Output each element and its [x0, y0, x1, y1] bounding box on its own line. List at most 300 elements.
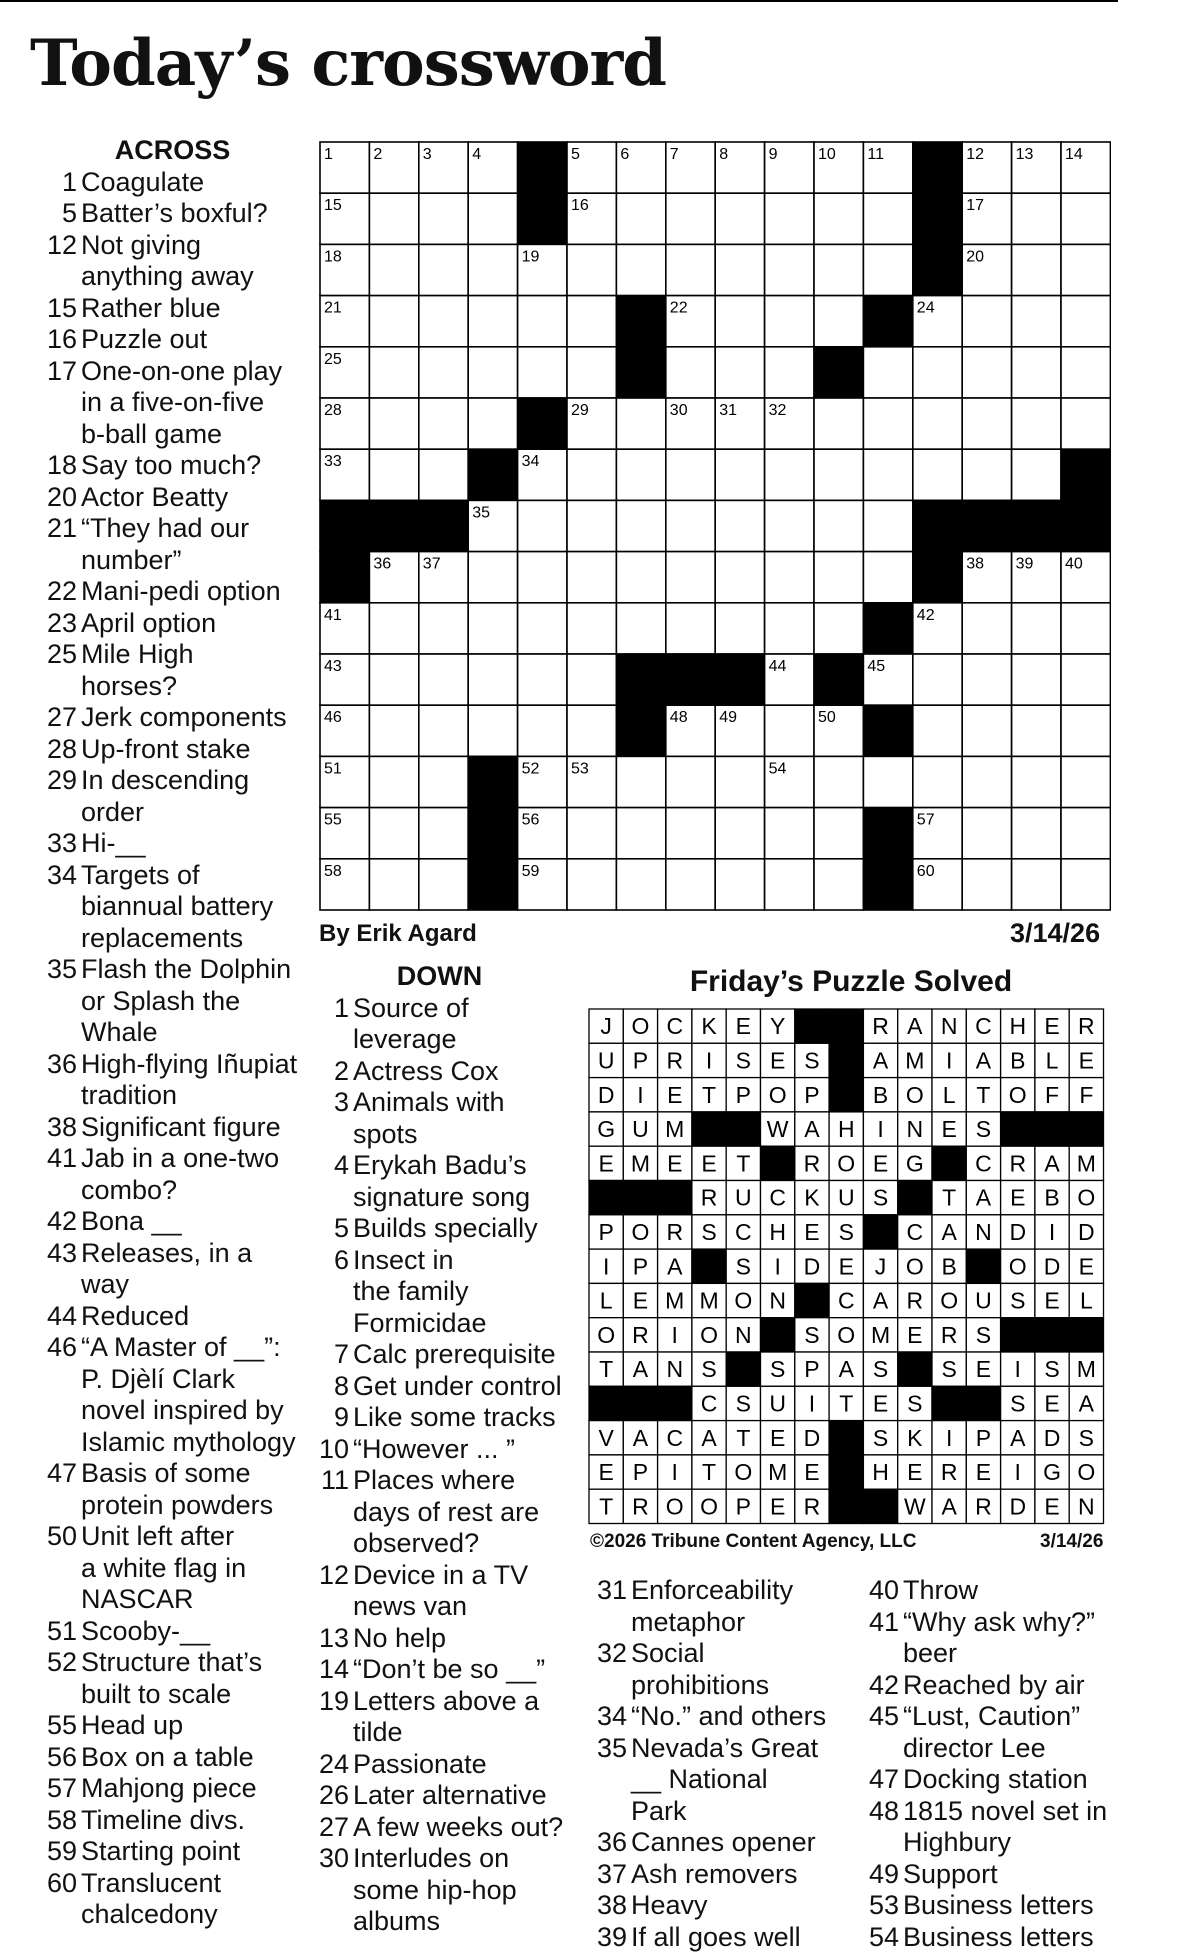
block-cell	[962, 500, 1011, 551]
grid-cell[interactable]	[369, 398, 418, 449]
grid-cell[interactable]	[468, 603, 517, 654]
grid-cell[interactable]	[616, 603, 665, 654]
cell-number: 36	[373, 556, 391, 573]
grid-cell[interactable]	[369, 705, 418, 756]
grid-cell[interactable]	[369, 603, 418, 654]
grid-cell[interactable]	[1061, 193, 1110, 244]
grid-cell[interactable]	[567, 654, 616, 705]
grid-cell[interactable]	[962, 808, 1011, 859]
block-cell	[518, 398, 567, 449]
cell-number: 5	[571, 146, 580, 163]
grid-cell[interactable]	[369, 808, 418, 859]
solution-letter: I	[877, 1116, 883, 1142]
grid-cell[interactable]	[1012, 449, 1061, 500]
grid-cell[interactable]	[369, 859, 418, 910]
solution-letter: D	[598, 1082, 615, 1108]
grid-cell[interactable]	[814, 756, 863, 807]
grid-cell[interactable]	[468, 244, 517, 295]
clue-line: Builds specially	[353, 1213, 574, 1245]
clue-number: 38	[40, 1112, 81, 1144]
block-cell	[913, 244, 962, 295]
grid-cell[interactable]	[962, 859, 1011, 910]
grid-cell[interactable]	[616, 193, 665, 244]
clue-line: Enforceability	[631, 1575, 860, 1607]
cell-number: 58	[324, 863, 342, 880]
clue-number: 34	[590, 1701, 631, 1733]
grid-cell[interactable]	[567, 449, 616, 500]
solution-letter: S	[907, 1390, 922, 1416]
block-cell	[913, 193, 962, 244]
grid-cell[interactable]	[369, 654, 418, 705]
grid-cell[interactable]	[863, 552, 912, 603]
clue-line: Starting point	[81, 1836, 305, 1868]
grid-cell[interactable]	[814, 500, 863, 551]
grid-cell[interactable]	[616, 552, 665, 603]
grid-cell[interactable]	[1061, 654, 1110, 705]
grid-cell[interactable]	[567, 808, 616, 859]
solution-letter: M	[1077, 1356, 1096, 1382]
clue-item	[40, 1836, 305, 1868]
clue-line: Jerk components	[81, 702, 305, 734]
grid-cell[interactable]	[567, 705, 616, 756]
clue-line: Rather blue	[81, 293, 305, 325]
grid-cell[interactable]	[814, 296, 863, 347]
solution-letter: D	[1044, 1253, 1061, 1279]
clue-number: 23	[40, 608, 81, 640]
solution-letter: I	[1049, 1219, 1055, 1245]
cell-number: 28	[324, 402, 342, 419]
grid-cell[interactable]	[863, 398, 912, 449]
grid-cell[interactable]	[666, 193, 715, 244]
grid-cell[interactable]	[567, 296, 616, 347]
cell-number: 15	[324, 197, 342, 214]
clue-item	[40, 324, 305, 356]
clue-text	[81, 1616, 305, 1648]
grid-cell[interactable]	[962, 705, 1011, 756]
grid-cell[interactable]	[567, 500, 616, 551]
grid-cell[interactable]	[518, 296, 567, 347]
solution-letter: M	[631, 1150, 650, 1176]
grid-cell[interactable]	[962, 398, 1011, 449]
grid-cell[interactable]	[962, 756, 1011, 807]
puzzle-grid-svg[interactable]	[319, 141, 1111, 911]
grid-cell[interactable]	[1012, 808, 1061, 859]
solution-letter: A	[941, 1219, 957, 1245]
solution-letter: D	[1009, 1493, 1026, 1519]
grid-cell[interactable]	[616, 398, 665, 449]
grid-cell[interactable]	[962, 603, 1011, 654]
clue-text	[81, 513, 305, 576]
grid-cell[interactable]	[863, 500, 912, 551]
grid-cell[interactable]	[666, 552, 715, 603]
solution-letter: E	[1044, 1493, 1059, 1519]
clue-item	[862, 1890, 1112, 1922]
solution-letter: I	[774, 1253, 780, 1279]
grid-cell[interactable]	[419, 603, 468, 654]
grid-cell[interactable]	[419, 859, 468, 910]
grid-cell[interactable]	[666, 244, 715, 295]
clue-line: leverage	[353, 1024, 574, 1056]
grid-cell[interactable]	[1012, 193, 1061, 244]
grid-cell[interactable]	[1012, 756, 1061, 807]
grid-cell[interactable]	[863, 347, 912, 398]
clue-text	[81, 450, 305, 482]
solution-block-cell	[898, 1352, 932, 1386]
clue-text	[81, 1521, 305, 1616]
solution-letter: R	[632, 1493, 649, 1519]
clue-item	[40, 954, 305, 1049]
clue-text	[81, 608, 305, 640]
grid-cell[interactable]	[1012, 859, 1061, 910]
down-heading: DOWN	[312, 961, 567, 993]
clue-line: Social	[631, 1638, 860, 1670]
cell-number: 12	[966, 146, 984, 163]
grid-cell[interactable]	[814, 859, 863, 910]
grid-cell[interactable]	[1012, 654, 1061, 705]
solution-letter: D	[1044, 1425, 1061, 1451]
grid-cell[interactable]	[913, 398, 962, 449]
cell-number: 59	[522, 863, 540, 880]
block-cell	[616, 296, 665, 347]
grid-cell[interactable]	[567, 603, 616, 654]
clue-line: Box on a table	[81, 1742, 305, 1774]
grid-cell[interactable]	[765, 705, 814, 756]
clue-line: metaphor	[631, 1607, 860, 1639]
grid-cell[interactable]	[715, 193, 764, 244]
clue-number: 8	[312, 1371, 353, 1403]
grid-cell[interactable]	[518, 705, 567, 756]
solution-letter: L	[1080, 1288, 1093, 1314]
grid-cell[interactable]	[518, 654, 567, 705]
grid-cell[interactable]	[419, 193, 468, 244]
clue-text	[631, 1701, 860, 1733]
clue-text	[353, 1339, 574, 1371]
grid-cell[interactable]	[1061, 808, 1110, 859]
solution-letter: S	[736, 1390, 751, 1416]
grid-cell[interactable]	[518, 500, 567, 551]
clue-item	[40, 1710, 305, 1742]
solution-letter: T	[736, 1425, 750, 1451]
solution-letter: E	[598, 1150, 613, 1176]
clue-item	[590, 1575, 860, 1638]
clue-text	[81, 1458, 305, 1521]
clue-item	[40, 1458, 305, 1521]
grid-cell[interactable]	[468, 193, 517, 244]
cell-number: 7	[670, 146, 679, 163]
clue-text	[353, 1686, 574, 1749]
grid-cell[interactable]	[666, 859, 715, 910]
grid-cell[interactable]	[765, 859, 814, 910]
grid-cell[interactable]	[1061, 756, 1110, 807]
clue-line: One-on-one play	[81, 356, 305, 388]
clue-item	[40, 1049, 305, 1112]
grid-cell[interactable]	[567, 859, 616, 910]
clue-number: 52	[40, 1647, 81, 1710]
solution-letter: E	[770, 1425, 785, 1451]
clue-line: Flash the Dolphin	[81, 954, 305, 986]
block-cell	[1012, 500, 1061, 551]
clue-text	[903, 1575, 1112, 1607]
grid-cell[interactable]	[1061, 347, 1110, 398]
clue-text	[353, 1402, 574, 1434]
grid-cell[interactable]	[814, 244, 863, 295]
grid-cell[interactable]	[715, 296, 764, 347]
solution-letter: E	[1044, 1288, 1059, 1314]
grid-cell[interactable]	[616, 756, 665, 807]
block-cell	[320, 552, 369, 603]
solution-letter: P	[633, 1459, 648, 1485]
grid-cell[interactable]	[369, 449, 418, 500]
solution-letter: K	[701, 1013, 717, 1039]
grid-cell[interactable]	[468, 654, 517, 705]
cell-number: 26	[620, 351, 638, 368]
clue-item	[40, 513, 305, 576]
solution-letter: O	[700, 1493, 718, 1519]
solution-letter: I	[1015, 1356, 1021, 1382]
solution-letter: K	[804, 1185, 820, 1211]
solution-letter: B	[1010, 1047, 1025, 1073]
grid-cell[interactable]	[765, 603, 814, 654]
grid-cell[interactable]	[666, 603, 715, 654]
solution-letter: S	[839, 1219, 854, 1245]
solution-letter: S	[770, 1356, 785, 1382]
grid-cell[interactable]	[1012, 244, 1061, 295]
solution-letter: I	[637, 1082, 643, 1108]
grid-cell[interactable]	[1012, 705, 1061, 756]
grid-cell[interactable]	[715, 603, 764, 654]
grid-cell[interactable]	[913, 654, 962, 705]
grid-cell[interactable]	[913, 347, 962, 398]
solution-block-cell	[761, 1146, 795, 1180]
grid-cell[interactable]	[814, 449, 863, 500]
cell-number: 41	[324, 607, 342, 624]
grid-cell[interactable]	[666, 449, 715, 500]
clue-line: “They had our	[81, 513, 305, 545]
grid-cell[interactable]	[765, 449, 814, 500]
grid-cell[interactable]	[1061, 705, 1110, 756]
grid-cell[interactable]	[765, 347, 814, 398]
grid-cell[interactable]	[518, 603, 567, 654]
grid-cell[interactable]	[913, 756, 962, 807]
clue-line: Places where	[353, 1465, 574, 1497]
clue-text	[81, 1143, 305, 1206]
solution-letter: N	[735, 1322, 752, 1348]
grid-cell[interactable]	[765, 193, 814, 244]
grid-cell[interactable]	[1012, 603, 1061, 654]
grid-cell[interactable]	[814, 808, 863, 859]
grid-cell[interactable]	[369, 193, 418, 244]
clue-line: “Why ask why?”	[903, 1607, 1112, 1639]
grid-cell[interactable]	[567, 552, 616, 603]
clue-line: combo?	[81, 1175, 305, 1207]
grid-cell[interactable]	[369, 756, 418, 807]
grid-cell[interactable]	[715, 500, 764, 551]
clue-line: Calc prerequisite	[353, 1339, 574, 1371]
clue-item	[40, 1616, 305, 1648]
grid-cell[interactable]	[962, 347, 1011, 398]
grid-cell[interactable]	[369, 244, 418, 295]
clue-item	[312, 1402, 574, 1434]
clue-line: In descending	[81, 765, 305, 797]
clue-line: albums	[353, 1906, 574, 1938]
grid-cell[interactable]	[616, 808, 665, 859]
clue-number: 3	[312, 1087, 353, 1150]
grid-cell[interactable]	[1061, 859, 1110, 910]
solution-letter: A	[1010, 1425, 1026, 1451]
grid-cell[interactable]	[419, 449, 468, 500]
grid-cell[interactable]	[1061, 296, 1110, 347]
cell-number: 8	[719, 146, 728, 163]
grid-cell[interactable]	[1061, 398, 1110, 449]
grid-cell[interactable]	[666, 500, 715, 551]
cell-number: 56	[522, 812, 540, 829]
grid-cell[interactable]	[715, 859, 764, 910]
grid-cell[interactable]	[962, 654, 1011, 705]
grid-cell[interactable]	[369, 347, 418, 398]
page-title: Today’s crossword	[30, 32, 666, 96]
grid-cell[interactable]	[765, 500, 814, 551]
solution-letter: B	[941, 1253, 956, 1279]
solution-letter: E	[1079, 1253, 1094, 1279]
clue-text	[631, 1922, 860, 1953]
clue-number: 2	[312, 1056, 353, 1088]
grid-cell[interactable]	[666, 808, 715, 859]
grid-cell[interactable]	[962, 449, 1011, 500]
grid-cell[interactable]	[1012, 296, 1061, 347]
clue-line: Heavy	[631, 1890, 860, 1922]
clue-number: 11	[312, 1465, 353, 1560]
grid-cell[interactable]	[913, 705, 962, 756]
grid-cell[interactable]	[616, 244, 665, 295]
clue-item	[40, 828, 305, 860]
grid-cell[interactable]	[518, 347, 567, 398]
solution-letter: G	[597, 1116, 615, 1142]
grid-cell[interactable]	[863, 244, 912, 295]
solution-letter: A	[701, 1425, 717, 1451]
cell-number: 6	[620, 146, 629, 163]
clue-line: Support	[903, 1859, 1112, 1891]
grid-cell[interactable]	[814, 193, 863, 244]
clue-number: 19	[312, 1686, 353, 1749]
clue-item	[40, 1206, 305, 1238]
grid-cell[interactable]	[715, 756, 764, 807]
grid-cell[interactable]	[419, 398, 468, 449]
clue-number: 37	[590, 1859, 631, 1891]
grid-cell[interactable]	[715, 449, 764, 500]
grid-cell[interactable]	[715, 347, 764, 398]
clue-line: beer	[903, 1638, 1112, 1670]
grid-cell[interactable]	[715, 244, 764, 295]
clue-number: 17	[40, 356, 81, 451]
clue-number: 46	[40, 1332, 81, 1458]
solution-letter: R	[804, 1493, 821, 1519]
solution-letter: A	[1079, 1390, 1095, 1416]
grid-cell[interactable]	[765, 244, 814, 295]
clue-item	[40, 576, 305, 608]
solution-letter: S	[1044, 1356, 1059, 1382]
clue-line: Timeline divs.	[81, 1805, 305, 1837]
grid-cell[interactable]	[419, 654, 468, 705]
grid-cell[interactable]	[419, 244, 468, 295]
grid-cell[interactable]	[468, 552, 517, 603]
grid-cell[interactable]	[765, 808, 814, 859]
grid-cell[interactable]	[715, 552, 764, 603]
clue-line: Bona __	[81, 1206, 305, 1238]
grid-cell[interactable]	[913, 449, 962, 500]
grid-cell[interactable]	[863, 449, 912, 500]
grid-cell[interactable]	[419, 296, 468, 347]
grid-cell[interactable]	[419, 347, 468, 398]
grid-cell[interactable]	[616, 500, 665, 551]
solution-letter: A	[633, 1425, 649, 1451]
grid-cell[interactable]	[666, 756, 715, 807]
clue-text	[81, 1710, 305, 1742]
copyright: ©2026 Tribune Content Agency, LLC	[590, 1531, 917, 1553]
grid-cell[interactable]	[468, 398, 517, 449]
grid-cell[interactable]	[567, 244, 616, 295]
clue-text	[353, 1654, 574, 1686]
solution-letter: S	[736, 1047, 751, 1073]
grid-cell[interactable]	[765, 552, 814, 603]
grid-cell[interactable]	[863, 756, 912, 807]
clue-line: Hi-__	[81, 828, 305, 860]
grid-cell[interactable]	[863, 193, 912, 244]
grid-cell[interactable]	[419, 705, 468, 756]
grid-cell[interactable]	[1061, 244, 1110, 295]
grid-cell[interactable]	[1061, 603, 1110, 654]
grid-cell[interactable]	[1012, 347, 1061, 398]
block-cell	[814, 654, 863, 705]
grid-cell[interactable]	[419, 808, 468, 859]
grid-cell[interactable]	[468, 296, 517, 347]
solution-grid	[588, 1008, 1105, 1530]
grid-cell[interactable]	[616, 859, 665, 910]
grid-cell[interactable]	[814, 603, 863, 654]
grid-cell[interactable]	[1012, 398, 1061, 449]
grid-cell[interactable]	[715, 808, 764, 859]
clue-number: 1	[40, 167, 81, 199]
clue-item	[40, 860, 305, 955]
cell-number: 9	[769, 146, 778, 163]
grid-cell[interactable]	[468, 347, 517, 398]
grid-cell[interactable]	[468, 705, 517, 756]
clue-line: Business letters	[903, 1922, 1112, 1953]
solution-letter: A	[839, 1356, 855, 1382]
crossword-grid[interactable]	[319, 141, 1111, 916]
grid-cell[interactable]	[814, 552, 863, 603]
clue-line: Get under control	[353, 1371, 574, 1403]
clue-line: Jab in a one-two	[81, 1143, 305, 1175]
grid-cell[interactable]	[666, 347, 715, 398]
grid-cell[interactable]	[814, 398, 863, 449]
grid-cell[interactable]	[518, 552, 567, 603]
grid-cell[interactable]	[765, 296, 814, 347]
solution-letter: C	[838, 1288, 855, 1314]
grid-cell[interactable]	[567, 347, 616, 398]
grid-cell[interactable]	[616, 449, 665, 500]
grid-cell[interactable]	[419, 756, 468, 807]
clue-line: Mahjong piece	[81, 1773, 305, 1805]
grid-cell[interactable]	[962, 296, 1011, 347]
clue-item	[862, 1764, 1112, 1796]
solution-block-cell	[829, 1009, 863, 1043]
grid-cell[interactable]	[369, 296, 418, 347]
clue-item	[862, 1701, 1112, 1764]
block-cell	[468, 449, 517, 500]
solution-letter: K	[907, 1425, 923, 1451]
clue-number: 35	[40, 954, 81, 1049]
clue-text	[81, 198, 305, 230]
